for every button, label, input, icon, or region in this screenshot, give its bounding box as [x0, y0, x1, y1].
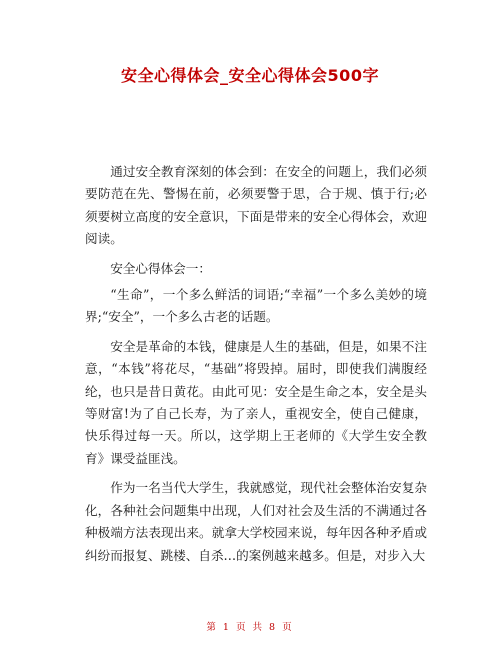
paragraph-life-happiness: “生命”，一个多么鲜活的词语;“幸福”一个多么美妙的境界;“安全”，一个多么古老的话题。	[85, 287, 427, 325]
paragraph-safety-capital: 安全是革命的本钱，健康是人生的基础，但是，如果不注意，“本钱”将花尽，“基础”将毁掉。届时，即使我们满腹经纶，也只是昔日黄花。由此可见：安全是生命之本，安全是头等财富!为了自己长寿，为了亲人，重视安全，使自己健康，快乐得过每一天。所以，这学期上王老师的《大学生安全教育》课受益匪浅。	[85, 338, 427, 466]
document-body	[85, 161, 427, 574]
paragraph-college-student: 作为一名当代大学生，我就感觉，现代社会整体治安复杂化，各种社会问题集中出现，人们对社会及生活的不满通过各种极端方法表现出来。就拿大学校园来说，每年因各种矛盾或纠纷而报复、跳楼、自杀…的案例越来越多。但是，对步入大	[85, 480, 427, 563]
paragraph-section-heading: 安全心得体会一：	[110, 260, 211, 276]
paragraph-intro: 通过安全教育深刻的体会到：在安全的问题上，我们必须要防范在先、警惕在前，必须要警于思，合于规、慎于行;必须要树立高度的安全意识，下面是带来的安全心得体会，欢迎阅读。	[85, 164, 427, 247]
page-number-footer: 第 1 页 共 8 页	[206, 622, 294, 633]
document-title: 安全心得体会_安全心得体会500字	[121, 66, 379, 85]
